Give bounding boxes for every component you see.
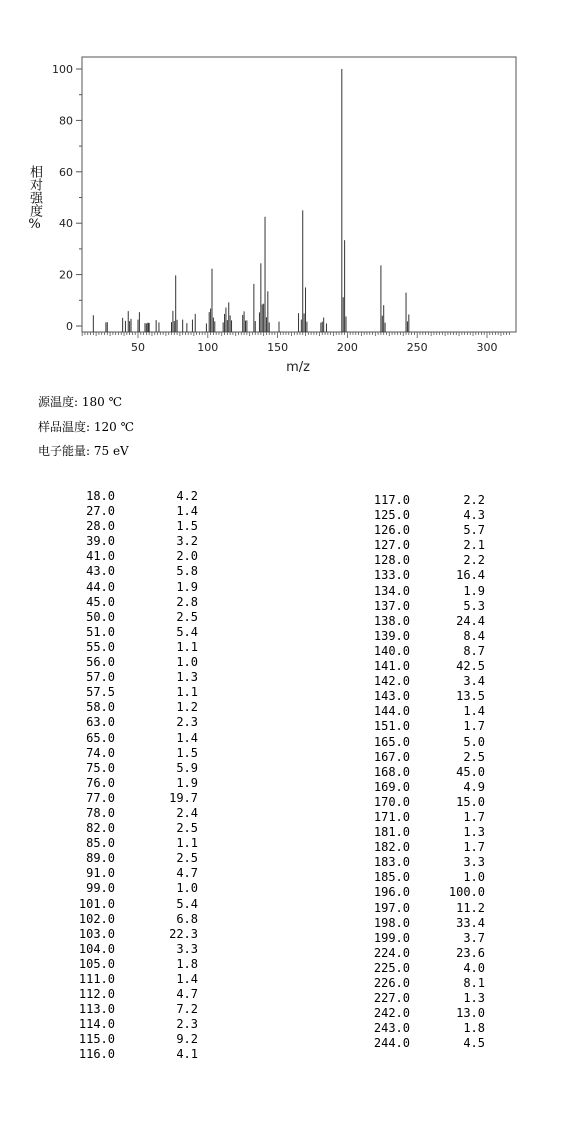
table-row — [355, 795, 485, 810]
table-row — [355, 659, 485, 674]
abundance-value: 2.0 — [176, 549, 198, 564]
mz-value: 39.0 — [86, 534, 115, 549]
plot-frame — [82, 57, 516, 332]
mz-value: 74.0 — [86, 745, 115, 760]
abundance-value: 22.3 — [169, 926, 198, 941]
mz-value: 105.0 — [78, 956, 115, 971]
abundance-value: 11.2 — [456, 900, 485, 915]
mz-value: 57.0 — [86, 670, 115, 685]
mz-value: 65.0 — [86, 730, 115, 745]
abundance-value: 5.4 — [176, 896, 198, 911]
abundance-value: 5.8 — [176, 564, 198, 579]
table-row — [60, 564, 198, 579]
abundance-value: 1.3 — [463, 991, 485, 1006]
table-row — [60, 836, 198, 851]
mz-value: 151.0 — [373, 719, 410, 734]
abundance-value: 2.5 — [463, 749, 485, 764]
mz-value: 45.0 — [86, 594, 115, 609]
x-tick-label: 300 — [476, 341, 498, 354]
abundance-value: 5.0 — [463, 734, 485, 749]
mz-value: 170.0 — [373, 794, 410, 809]
table-row — [355, 1006, 485, 1021]
table-row — [60, 1002, 198, 1017]
mz-value: 41.0 — [86, 549, 115, 564]
abundance-value: 7.2 — [176, 1002, 198, 1017]
abundance-value: 1.7 — [463, 809, 485, 824]
abundance-value: 8.4 — [463, 628, 485, 643]
mz-value: 104.0 — [78, 941, 115, 956]
abundance-value: 1.1 — [176, 836, 198, 851]
table-row — [355, 584, 485, 599]
abundance-value: 1.4 — [176, 504, 198, 519]
table-row — [60, 655, 198, 670]
table-row — [60, 1047, 198, 1062]
mz-value: 76.0 — [86, 775, 115, 790]
abundance-value: 13.5 — [456, 689, 485, 704]
abundance-value: 6.8 — [176, 911, 198, 926]
abundance-value: 1.9 — [176, 579, 198, 594]
peak-table-right — [355, 493, 485, 1051]
abundance-value: 1.5 — [176, 745, 198, 760]
mz-value: 116.0 — [78, 1047, 115, 1062]
x-axis-title: m/z — [286, 360, 310, 375]
table-row — [60, 534, 198, 549]
mz-value: 27.0 — [86, 504, 115, 519]
abundance-value: 3.4 — [463, 674, 485, 689]
table-row — [355, 553, 485, 568]
table-row — [355, 508, 485, 523]
y-tick-label: 80 — [59, 114, 73, 128]
mz-value: 18.0 — [86, 489, 115, 503]
table-row — [355, 629, 485, 644]
abundance-value: 4.3 — [463, 508, 485, 523]
table-row — [60, 972, 198, 987]
abundance-value: 2.5 — [176, 851, 198, 866]
abundance-value: 8.1 — [463, 976, 485, 990]
mz-value: 113.0 — [78, 1002, 115, 1017]
abundance-value: 2.3 — [176, 715, 198, 730]
abundance-value: 9.2 — [176, 1032, 198, 1047]
mz-value: 43.0 — [86, 564, 115, 579]
abundance-value: 16.4 — [456, 568, 485, 583]
abundance-value: 1.7 — [463, 719, 485, 734]
table-row — [60, 670, 198, 685]
mz-value: 225.0 — [373, 960, 410, 975]
abundance-value: 5.9 — [176, 760, 198, 775]
abundance-value: 2.8 — [176, 594, 198, 609]
condition-value: 120 ℃ — [93, 420, 135, 434]
peak-table-left — [60, 489, 198, 1063]
abundance-value: 3.7 — [463, 930, 485, 945]
condition-value: 75 eV — [93, 444, 129, 458]
abundance-value: 15.0 — [456, 794, 485, 809]
table-row — [60, 987, 198, 1002]
table-row — [60, 549, 198, 564]
condition-line — [38, 418, 134, 435]
mz-value: 112.0 — [78, 987, 115, 1002]
abundance-value: 1.7 — [463, 840, 485, 855]
table-row — [355, 719, 485, 734]
mz-value: 127.0 — [373, 538, 410, 553]
table-row — [355, 538, 485, 553]
abundance-value: 42.5 — [456, 659, 485, 674]
abundance-value: 1.5 — [176, 519, 198, 534]
mz-value: 183.0 — [373, 855, 410, 870]
x-axis — [82, 332, 509, 354]
abundance-value: 2.5 — [176, 609, 198, 624]
mz-value: 242.0 — [373, 1006, 410, 1021]
condition-label: 源温度: — [38, 395, 79, 409]
table-row — [60, 851, 198, 866]
table-row — [60, 791, 198, 806]
y-tick-label: 40 — [59, 217, 73, 231]
mz-value: 58.0 — [86, 700, 115, 715]
mz-value: 141.0 — [373, 659, 410, 674]
mass-spectrum-chart — [0, 0, 570, 380]
table-row — [355, 735, 485, 750]
table-row — [60, 731, 198, 746]
abundance-value: 24.4 — [456, 613, 485, 628]
condition-label: 样品温度: — [38, 420, 91, 434]
table-row — [60, 610, 198, 625]
mz-value: 243.0 — [373, 1021, 410, 1036]
y-tick-label: 60 — [59, 165, 73, 179]
mz-value: 101.0 — [78, 896, 115, 911]
table-row — [60, 897, 198, 912]
table-row — [60, 806, 198, 821]
mz-value: 117.0 — [373, 493, 410, 507]
abundance-value: 1.9 — [463, 583, 485, 598]
table-row — [355, 916, 485, 931]
abundance-value: 1.1 — [176, 639, 198, 654]
abundance-value: 1.0 — [463, 870, 485, 885]
abundance-value: 1.4 — [463, 704, 485, 719]
table-row — [60, 685, 198, 700]
mz-value: 171.0 — [373, 809, 410, 824]
mz-value: 144.0 — [373, 704, 410, 719]
abundance-value: 2.2 — [463, 553, 485, 568]
abundance-value: 8.7 — [463, 643, 485, 658]
table-row — [60, 519, 198, 534]
abundance-value: 1.3 — [463, 825, 485, 840]
table-row — [355, 1021, 485, 1036]
mz-value: 138.0 — [373, 613, 410, 628]
table-row — [60, 580, 198, 595]
abundance-value: 2.3 — [176, 1017, 198, 1032]
y-axis-title: 相对强度% — [27, 165, 42, 232]
abundance-value: 4.2 — [176, 489, 198, 503]
table-row — [60, 746, 198, 761]
table-row — [355, 946, 485, 961]
table-row — [60, 489, 198, 504]
y-axis — [52, 63, 82, 333]
mz-value: 75.0 — [86, 760, 115, 775]
mz-value: 197.0 — [373, 900, 410, 915]
abundance-value: 5.4 — [176, 624, 198, 639]
abundance-value: 23.6 — [456, 945, 485, 960]
table-row — [355, 855, 485, 870]
table-row — [355, 870, 485, 885]
table-row — [355, 568, 485, 583]
mz-value: 115.0 — [78, 1032, 115, 1047]
mz-value: 111.0 — [78, 972, 115, 986]
abundance-value: 13.0 — [456, 1006, 485, 1021]
table-row — [355, 885, 485, 900]
table-row — [355, 780, 485, 795]
mz-value: 142.0 — [373, 674, 410, 689]
table-row — [60, 1017, 198, 1032]
table-row — [60, 912, 198, 927]
mz-value: 227.0 — [373, 991, 410, 1006]
abundance-value: 4.9 — [463, 779, 485, 794]
x-tick-label: 200 — [336, 341, 358, 354]
mz-value: 51.0 — [86, 624, 115, 639]
abundance-value: 1.8 — [176, 956, 198, 971]
abundance-value: 1.9 — [176, 775, 198, 790]
mz-value: 85.0 — [86, 836, 115, 851]
x-tick-label: 150 — [267, 341, 289, 354]
mz-value: 63.0 — [86, 715, 115, 730]
table-row — [60, 927, 198, 942]
mz-value: 143.0 — [373, 689, 410, 704]
table-row — [60, 504, 198, 519]
mz-value: 50.0 — [86, 609, 115, 624]
mz-value: 78.0 — [86, 805, 115, 820]
mz-value: 199.0 — [373, 930, 410, 945]
abundance-value: 1.3 — [176, 670, 198, 685]
mz-value: 114.0 — [78, 1017, 115, 1032]
abundance-value: 3.3 — [176, 941, 198, 956]
table-row — [60, 1032, 198, 1047]
table-row — [355, 689, 485, 704]
table-row — [60, 761, 198, 776]
table-row — [355, 523, 485, 538]
table-row — [355, 704, 485, 719]
peaks — [93, 69, 408, 332]
condition-value: 180 ℃ — [81, 395, 123, 409]
table-row — [60, 715, 198, 730]
mz-value: 89.0 — [86, 851, 115, 866]
table-row — [355, 765, 485, 780]
mz-value: 44.0 — [86, 579, 115, 594]
abundance-value: 5.7 — [463, 523, 485, 538]
table-row — [355, 825, 485, 840]
mz-value: 196.0 — [373, 885, 410, 900]
abundance-value: 4.1 — [176, 1047, 198, 1062]
table-row — [355, 644, 485, 659]
mz-value: 55.0 — [86, 639, 115, 654]
abundance-value: 4.7 — [176, 866, 198, 881]
table-row — [60, 881, 198, 896]
x-tick-label: 100 — [197, 341, 219, 354]
mz-value: 181.0 — [373, 825, 410, 840]
mz-value: 125.0 — [373, 508, 410, 523]
mz-value: 134.0 — [373, 583, 410, 598]
table-row — [355, 840, 485, 855]
table-row — [60, 821, 198, 836]
mz-value: 28.0 — [86, 519, 115, 534]
mz-value: 139.0 — [373, 628, 410, 643]
mz-value: 82.0 — [86, 821, 115, 836]
table-row — [355, 493, 485, 508]
abundance-value: 2.2 — [463, 493, 485, 507]
abundance-value: 1.8 — [463, 1021, 485, 1036]
mz-value: 226.0 — [373, 976, 410, 990]
abundance-value: 3.3 — [463, 855, 485, 870]
table-row — [355, 599, 485, 614]
mz-value: 168.0 — [373, 764, 410, 779]
abundance-value: 1.4 — [176, 972, 198, 986]
table-row — [60, 942, 198, 957]
condition-label: 电子能量: — [38, 444, 91, 458]
table-row — [60, 625, 198, 640]
mz-value: 167.0 — [373, 749, 410, 764]
table-row — [60, 866, 198, 881]
y-tick-label: 100 — [52, 63, 73, 76]
abundance-value: 2.5 — [176, 821, 198, 836]
abundance-value: 2.4 — [176, 805, 198, 820]
table-row — [355, 1036, 485, 1051]
abundance-value: 1.1 — [176, 685, 198, 700]
table-row — [355, 901, 485, 916]
mz-value: 77.0 — [86, 790, 115, 805]
mz-value: 57.5 — [86, 685, 115, 700]
y-tick-label: 0 — [66, 320, 73, 333]
mz-value: 103.0 — [78, 926, 115, 941]
mz-value: 99.0 — [86, 881, 115, 896]
abundance-value: 100.0 — [448, 885, 485, 900]
abundance-value: 1.0 — [176, 655, 198, 670]
abundance-value: 45.0 — [456, 764, 485, 779]
abundance-value: 1.4 — [176, 730, 198, 745]
table-row — [60, 776, 198, 791]
mz-value: 56.0 — [86, 655, 115, 670]
table-row — [355, 614, 485, 629]
abundance-value: 1.2 — [176, 700, 198, 715]
abundance-value: 4.5 — [463, 1036, 485, 1051]
table-row — [355, 750, 485, 765]
mz-value: 182.0 — [373, 840, 410, 855]
abundance-value: 19.7 — [169, 790, 198, 805]
table-row — [60, 700, 198, 715]
abundance-value: 2.1 — [463, 538, 485, 553]
abundance-value: 4.7 — [176, 987, 198, 1002]
abundance-value: 5.3 — [463, 598, 485, 613]
x-tick-label: 250 — [406, 341, 428, 354]
mz-value: 91.0 — [86, 866, 115, 881]
mz-value: 137.0 — [373, 598, 410, 613]
mz-value: 224.0 — [373, 945, 410, 960]
mz-value: 244.0 — [373, 1036, 410, 1051]
mz-value: 165.0 — [373, 734, 410, 749]
mz-value: 133.0 — [373, 568, 410, 583]
table-row — [355, 961, 485, 976]
abundance-value: 3.2 — [176, 534, 198, 549]
mz-value: 140.0 — [373, 643, 410, 658]
mz-value: 169.0 — [373, 779, 410, 794]
mz-value: 126.0 — [373, 523, 410, 538]
mz-value: 128.0 — [373, 553, 410, 568]
abundance-value: 1.0 — [176, 881, 198, 896]
y-tick-label: 20 — [59, 268, 73, 282]
table-row — [355, 674, 485, 689]
table-row — [355, 991, 485, 1006]
mz-value: 185.0 — [373, 870, 410, 885]
condition-line — [38, 442, 129, 459]
table-row — [355, 976, 485, 991]
x-tick-label: 50 — [131, 341, 145, 354]
table-row — [355, 810, 485, 825]
table-row — [60, 957, 198, 972]
abundance-value: 4.0 — [463, 960, 485, 975]
mz-value: 198.0 — [373, 915, 410, 930]
mz-value: 102.0 — [78, 911, 115, 926]
table-row — [60, 640, 198, 655]
table-row — [60, 595, 198, 610]
abundance-value: 33.4 — [456, 915, 485, 930]
table-row — [355, 931, 485, 946]
condition-line — [38, 393, 122, 410]
